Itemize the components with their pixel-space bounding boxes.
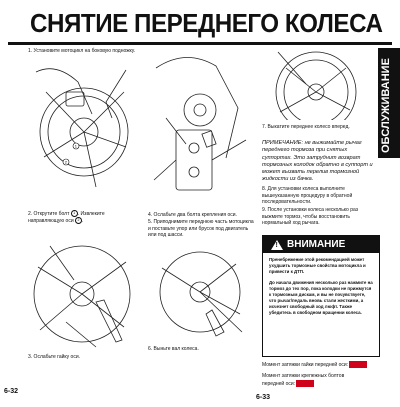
warning-title: ВНИМАНИЕ [287, 239, 346, 250]
figure-roll-wheel [258, 48, 376, 120]
warning-paragraph-2: До начала движения несколько раз нажмите на тормоз до тех пор, пока колодки не прижмутся к тормозным дискам, и вы не почувствуете, что рычаг/педаль вновь стали жесткими, а исчезнет свободный ход люфт. Также убедитесь в свободном вращении колеса. [269, 280, 373, 315]
title-rule [8, 42, 392, 45]
step-9-text: 9. После установки колеса несколько раз выжмите тормоз, чтобы восстановить нормальный ход рычага. [262, 207, 359, 226]
callout-1-step2: 1 [71, 210, 78, 217]
callout-2-fig1: 2 [64, 159, 67, 165]
figure-fork-bolts [146, 120, 254, 212]
step-6-text: 6. Выньте вал колеса. [148, 346, 199, 352]
note-label: ПРИМЕЧАНИЕ: [262, 140, 303, 146]
step-2-part-a: 2. Открутите болт [28, 210, 70, 217]
torque-axle-bolts-line1: Момент затяжки крепежных болтов [262, 373, 345, 379]
callout-1-fig1: 1 [74, 143, 77, 149]
torque-axle-bolts-value-redacted [296, 380, 314, 387]
note-text: не выжимайте рычаг переднего тормоза при снятых суппортах. Это затруднит возврат тормозных колодок обратно в суппорт и может вызвать перелив тормозной жидкости из бачка. [262, 140, 373, 183]
figure-remove-axle [146, 244, 254, 340]
step-2-part-b: . Извлеките направляющую оси [28, 210, 105, 225]
side-tab-label: ОБСЛУЖИВАНИЕ [380, 58, 392, 153]
step-3-text: 3. Ослабьте гайку оси. [28, 354, 81, 360]
page-title: СНЯТИЕ ПЕРЕДНЕГО КОЛЕСА [30, 8, 383, 38]
step-1-text: 1. Установите мотоцикл на боковую подножку. [28, 48, 136, 54]
callout-2-step2: 2 [75, 217, 82, 224]
page-number-left: 6-32 [4, 388, 19, 395]
warning-triangle-icon [271, 240, 283, 250]
warning-body [263, 253, 379, 316]
step-2-text: 2. Открутите болт 1 . Извлеките направляющую оси 2 . [28, 210, 105, 225]
torque-axle-bolts [262, 373, 380, 388]
step-5-text: 5. Приподнимите переднюю часть мотоцикла и поставьте упор или брусок под двигатель или под шасси. [148, 219, 254, 238]
torque-axle-nut-label: Момент затяжки гайки передней оси: [262, 361, 349, 368]
section-side-tab [378, 48, 400, 158]
warning-header [263, 236, 379, 253]
step-8-text: 8. Для установки колеса выполните вышеуказанную процедуру в обратной последовательности. [262, 186, 353, 205]
torque-axle-nut-value-redacted [349, 361, 367, 368]
step-7-text: 7. Выкатите переднее колесо вперед. [262, 124, 350, 130]
note-block [262, 140, 376, 184]
figure-axle-nut [26, 232, 138, 350]
figure-sidestand-wheel [26, 62, 138, 200]
torque-axle-bolts-line2: передней оси: [262, 380, 296, 387]
step-4-text: 4. Ослабьте два болта крепления оси. [148, 212, 237, 218]
page-number-right: 6-33 [256, 394, 271, 401]
warning-paragraph-1: Пренебрежение этой рекомендацией может ухудшить тормозные свойства мотоцикла и привести к ДТП. [269, 257, 366, 274]
torque-axle-nut [262, 361, 380, 369]
warning-box [262, 235, 380, 357]
